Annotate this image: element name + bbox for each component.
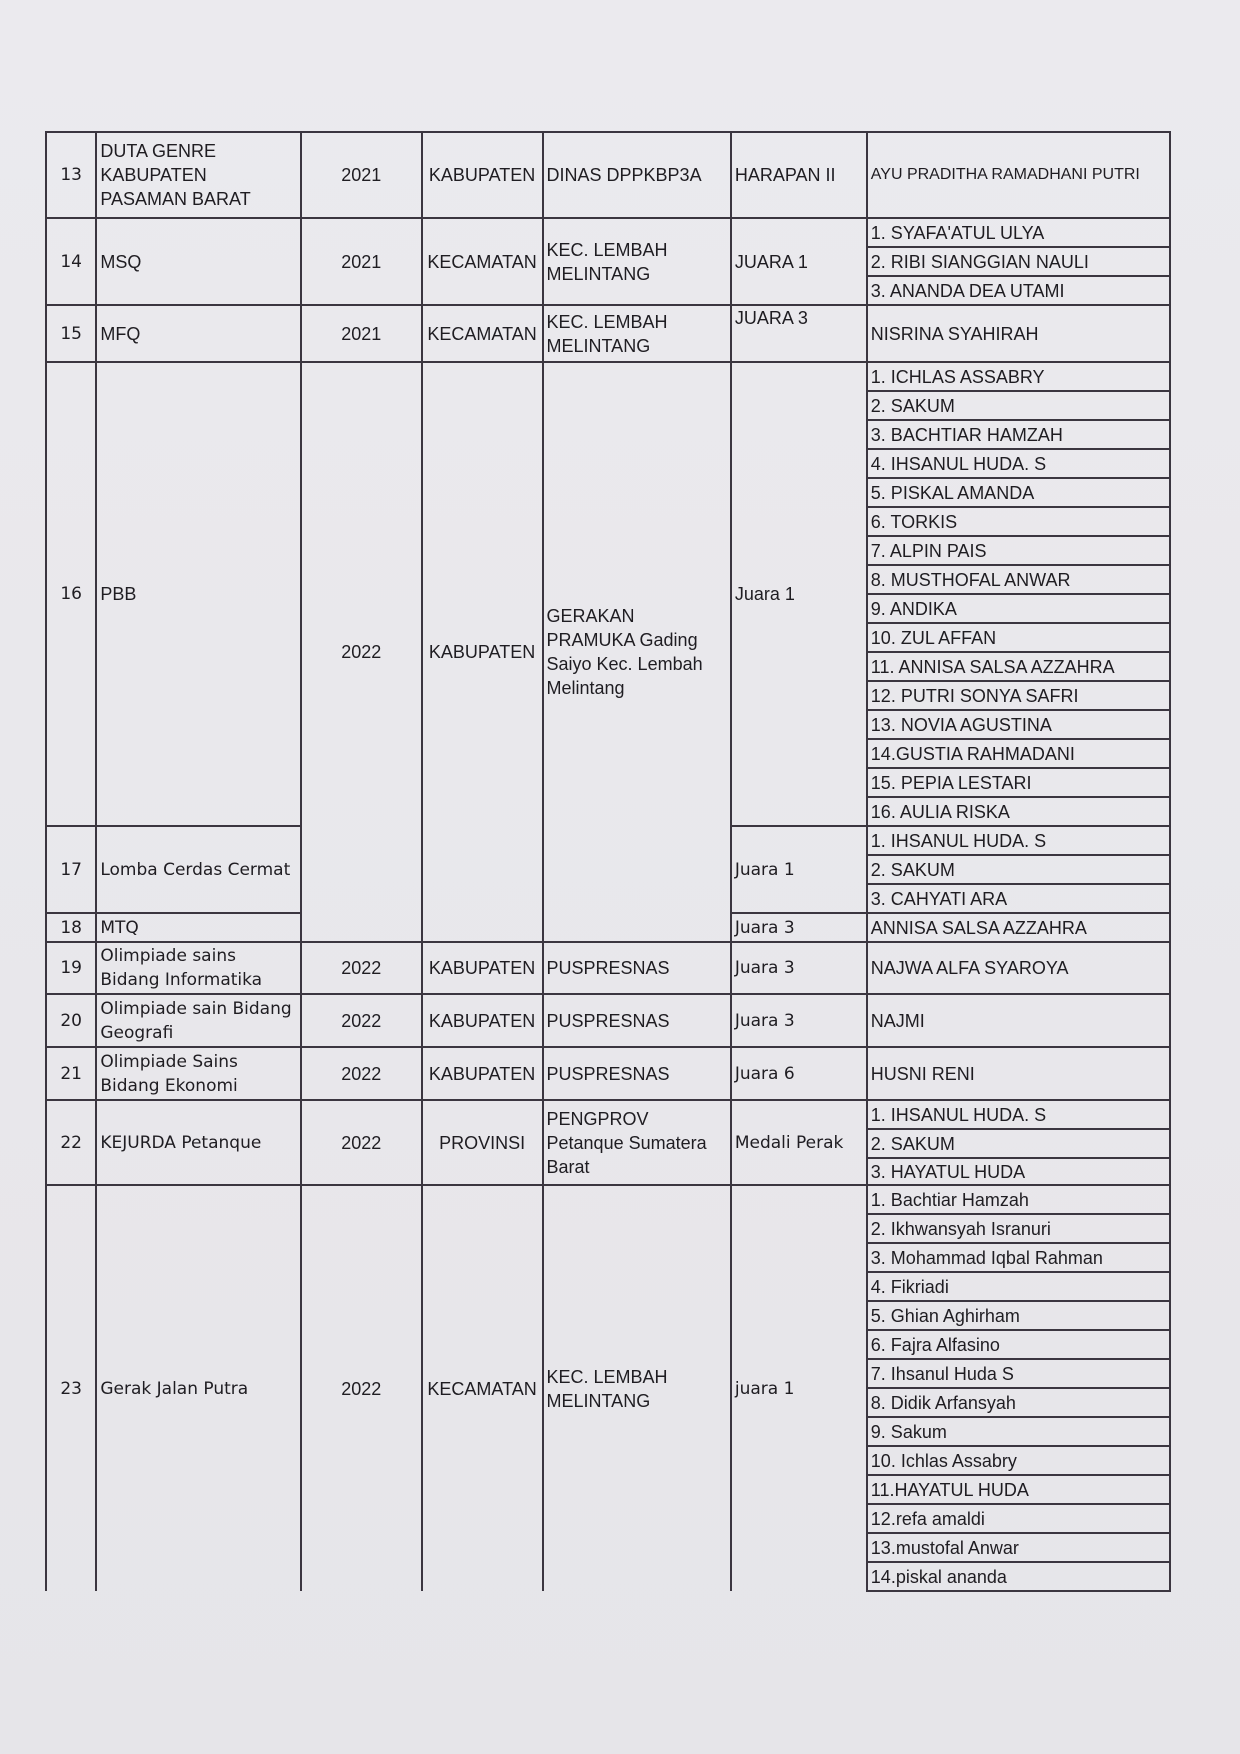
participant-name: 11.HAYATUL HUDA [867,1475,1170,1504]
row-number: 13 [46,132,96,218]
competition-name: MSQ [96,218,300,305]
table-row [46,1047,1170,1100]
participant-name: 2. SAKUM [867,855,1170,884]
table-row [46,362,1170,391]
table-row [46,1100,1170,1129]
participant-name: AYU PRADITHA RAMADHANI PUTRI [867,132,1170,218]
participant-name: 16. AULIA RISKA [867,797,1170,826]
participant-name: 6. TORKIS [867,507,1170,536]
participant-name: 14.GUSTIA RAHMADANI [867,739,1170,768]
participant-name: NAJWA ALFA SYAROYA [867,942,1170,994]
organizer: GERAKAN PRAMUKA Gading Saiyo Kec. Lembah Melintang [543,362,731,942]
participant-name: 8. Didik Arfansyah [867,1388,1170,1417]
participant-name: 9. Sakum [867,1417,1170,1446]
achievement: Juara 1 [731,362,867,826]
competition-name: Olimpiade Sains Bidang Ekonomi [96,1047,300,1100]
participant-name: 2. SAKUM [867,1129,1170,1158]
year: 2022 [301,994,422,1047]
row-number: 20 [46,994,96,1047]
participant-name: 2. RIBI SIANGGIAN NAULI [867,247,1170,276]
participant-name: ANNISA SALSA AZZAHRA [867,913,1170,942]
participant-name: 3. BACHTIAR HAMZAH [867,420,1170,449]
achievement: Juara 3 [731,942,867,994]
participant-name: HUSNI RENI [867,1047,1170,1100]
achievement-table [45,131,1171,1592]
competition-name: MTQ [96,913,300,942]
achievement: Juara 3 [731,994,867,1047]
participant-name: 9. ANDIKA [867,594,1170,623]
year: 2022 [301,1185,422,1591]
participant-name: 1. IHSANUL HUDA. S [867,1100,1170,1129]
participant-name: 5. Ghian Aghirham [867,1301,1170,1330]
participant-name: 13. NOVIA AGUSTINA [867,710,1170,739]
competition-name: Lomba Cerdas Cermat [96,826,300,913]
table-row [46,218,1170,247]
achievement: Juara 1 [731,826,867,913]
participant-name: NAJMI [867,994,1170,1047]
level: KABUPATEN [422,994,543,1047]
year: 2022 [301,362,422,942]
year: 2021 [301,305,422,362]
organizer: KEC. LEMBAH MELINTANG [543,305,731,362]
participant-name: 12.refa amaldi [867,1504,1170,1533]
participant-name: 3. ANANDA DEA UTAMI [867,276,1170,305]
participant-name: 6. Fajra Alfasino [867,1330,1170,1359]
participant-name: 8. MUSTHOFAL ANWAR [867,565,1170,594]
achievement: JUARA 3 [731,305,867,362]
table-row [46,1185,1170,1214]
organizer: KEC. LEMBAH MELINTANG [543,218,731,305]
competition-name: DUTA GENRE KABUPATEN PASAMAN BARAT [96,132,300,218]
competition-name: Olimpiade sain Bidang Geografi [96,994,300,1047]
row-number: 16 [46,362,96,826]
level: KECAMATAN [422,305,543,362]
row-number: 17 [46,826,96,913]
competition-name: Olimpiade sains Bidang Informatika [96,942,300,994]
competition-name: MFQ [96,305,300,362]
row-number: 14 [46,218,96,305]
participant-name: 1. Bachtiar Hamzah [867,1185,1170,1214]
participant-name: 3. Mohammad Iqbal Rahman [867,1243,1170,1272]
row-number: 22 [46,1100,96,1185]
participant-name: 7. ALPIN PAIS [867,536,1170,565]
organizer: KEC. LEMBAH MELINTANG [543,1185,731,1591]
organizer: PUSPRESNAS [543,1047,731,1100]
participant-name: 10. Ichlas Assabry [867,1446,1170,1475]
table-row [46,305,1170,362]
participant-name: 15. PEPIA LESTARI [867,768,1170,797]
participant-name: 3. HAYATUL HUDA [867,1158,1170,1185]
participant-name: NISRINA SYAHIRAH [867,305,1170,362]
participant-name: 3. CAHYATI ARA [867,884,1170,913]
competition-name: Gerak Jalan Putra [96,1185,300,1591]
year: 2021 [301,218,422,305]
level: KECAMATAN [422,1185,543,1591]
achievement: Medali Perak [731,1100,867,1185]
participant-name: 2. Ikhwansyah Isranuri [867,1214,1170,1243]
organizer: PUSPRESNAS [543,994,731,1047]
row-number: 15 [46,305,96,362]
competition-name: KEJURDA Petanque [96,1100,300,1185]
table-row [46,942,1170,994]
level: KABUPATEN [422,942,543,994]
participant-name: 14.piskal ananda [867,1562,1170,1591]
achievement: juara 1 [731,1185,867,1591]
year: 2021 [301,132,422,218]
participant-name: 13.mustofal Anwar [867,1533,1170,1562]
achievement: Juara 3 [731,913,867,942]
participant-name: 5. PISKAL AMANDA [867,478,1170,507]
level: KABUPATEN [422,1047,543,1100]
participant-name: 1. IHSANUL HUDA. S [867,826,1170,855]
year: 2022 [301,942,422,994]
achievement: JUARA 1 [731,218,867,305]
achievement: Juara 6 [731,1047,867,1100]
row-number: 18 [46,913,96,942]
participant-name: 1. ICHLAS ASSABRY [867,362,1170,391]
competition-name: PBB [96,362,300,826]
participant-name: 1. SYAFA'ATUL ULYA [867,218,1170,247]
participant-name: 4. Fikriadi [867,1272,1170,1301]
row-number: 21 [46,1047,96,1100]
achievement: HARAPAN II [731,132,867,218]
participant-name: 12. PUTRI SONYA SAFRI [867,681,1170,710]
table-row [46,994,1170,1047]
level: KABUPATEN [422,132,543,218]
organizer: DINAS DPPKBP3A [543,132,731,218]
table-row [46,132,1170,218]
participant-name: 10. ZUL AFFAN [867,623,1170,652]
row-number: 19 [46,942,96,994]
year: 2022 [301,1047,422,1100]
participant-name: 7. Ihsanul Huda S [867,1359,1170,1388]
row-number: 23 [46,1185,96,1591]
organizer: PENGPROV Petanque Sumatera Barat [543,1100,731,1185]
year: 2022 [301,1100,422,1185]
organizer: PUSPRESNAS [543,942,731,994]
level: PROVINSI [422,1100,543,1185]
participant-name: 2. SAKUM [867,391,1170,420]
level: KABUPATEN [422,362,543,942]
participant-name: 4. IHSANUL HUDA. S [867,449,1170,478]
participant-name: 11. ANNISA SALSA AZZAHRA [867,652,1170,681]
level: KECAMATAN [422,218,543,305]
